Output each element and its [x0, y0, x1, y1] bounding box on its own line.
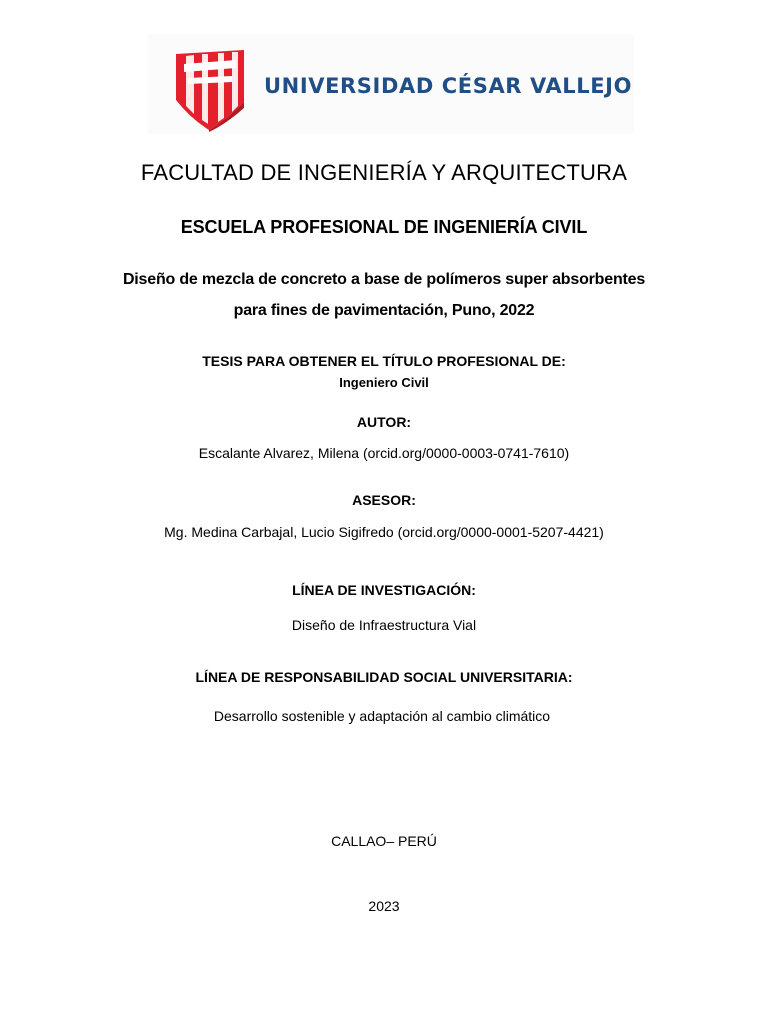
- year: 2023: [368, 898, 400, 914]
- school-name: ESCUELA PROFESIONAL DE INGENIERÍA CIVIL: [180, 217, 588, 237]
- social-responsibility-label: LÍNEA DE RESPONSABILIDAD SOCIAL UNIVERSITARIA:: [195, 669, 573, 685]
- faculty-name: FACULTAD DE INGENIERÍA Y ARQUITECTURA: [140, 160, 628, 185]
- thesis-title-line-2: para fines de pavimentación, Puno, 2022: [233, 302, 535, 319]
- thesis-title-line-1: Diseño de mezcla de concreto a base de polímeros super absorbentes: [122, 271, 646, 288]
- research-line-value: Diseño de Infraestructura Vial: [291, 617, 477, 633]
- degree-label: TESIS PARA OBTENER EL TÍTULO PROFESIONAL DE:: [202, 353, 566, 369]
- research-line-label: LÍNEA DE INVESTIGACIÓN:: [292, 582, 476, 598]
- degree-value: Ingeniero Civil: [339, 375, 429, 390]
- author-value: Escalante Alvarez, Milena (orcid.org/0000-0003-0741-7610): [198, 445, 570, 461]
- university-name: UNIVERSIDAD CÉSAR VALLEJO: [264, 74, 633, 98]
- author-label: AUTOR:: [356, 414, 412, 430]
- place: CALLAO– PERÚ: [331, 833, 437, 849]
- social-responsibility-value: Desarrollo sostenible y adaptación al cambio climático: [213, 708, 551, 724]
- advisor-label: ASESOR:: [352, 492, 416, 508]
- university-logo: [148, 34, 634, 134]
- advisor-value: Mg. Medina Carbajal, Lucio Sigifredo (orcid.org/0000-0001-5207-4421): [164, 524, 604, 540]
- ucv-shield-emblem-icon: [170, 44, 248, 132]
